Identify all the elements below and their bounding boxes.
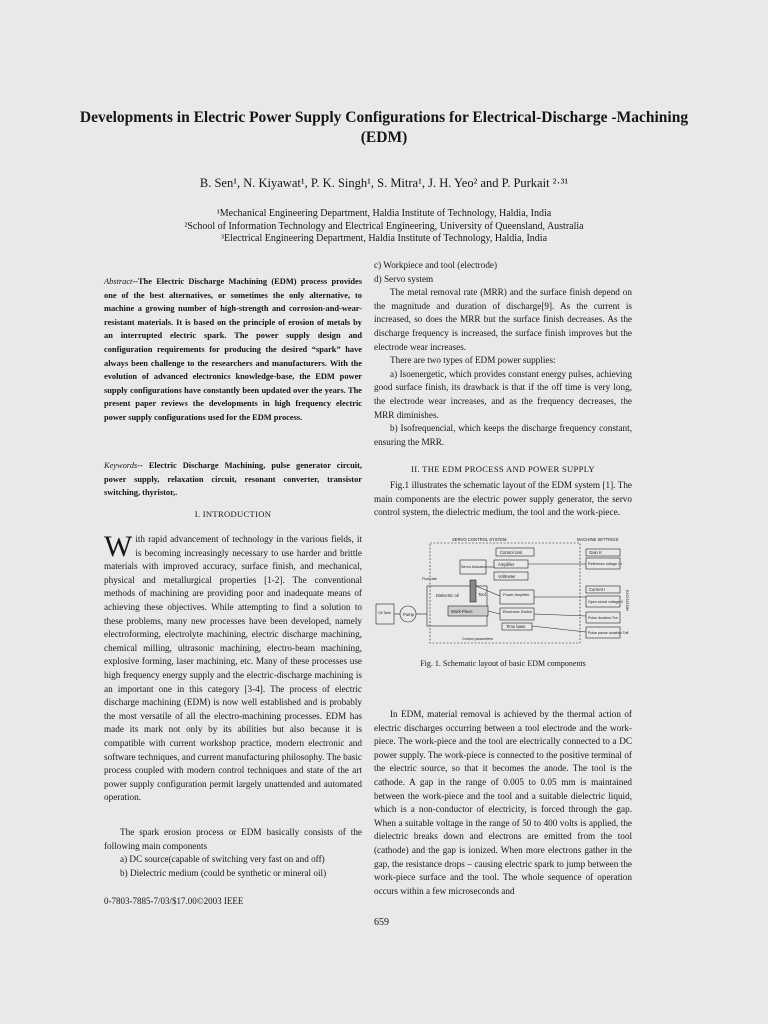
section-heading-edm-process: II. THE EDM PROCESS AND POWER SUPPLY xyxy=(411,464,595,474)
gain-label: Gain K xyxy=(589,550,602,555)
isofrequencial-paragraph: b) Isofrequencial, which keeps the discharge frequency constant, ensuring the MRR. xyxy=(374,423,632,447)
introduction-body xyxy=(104,530,362,805)
copyright-footer: 0-7803-7885-7/03/$17.00©2003 IEEE xyxy=(104,896,244,906)
flow-rate-label: Flow rate xyxy=(422,577,437,581)
tool-electrode xyxy=(470,580,476,602)
figure-intro-paragraph: Fig.1 illustrates the schematic layout of the EDM system [1]. The main components are the electric power supply generator, the servo control system, the dielectric medium, the tool and the work-piece. xyxy=(374,480,632,518)
abstract-label: Abstract xyxy=(104,277,133,286)
intro-paragraph-2: The spark erosion process or EDM basically consists of the following main components xyxy=(104,827,362,851)
list-item: d) Servo system xyxy=(374,273,434,284)
list-item: a) DC source(capable of switching very fast on and off) xyxy=(120,854,325,865)
reference-label: Reference voltage Ur xyxy=(588,562,622,566)
amplifier-label: Amplifier xyxy=(498,562,515,567)
electronic-switch-label: Electronic Switch xyxy=(503,610,532,614)
edm-process-description xyxy=(374,708,632,898)
keywords xyxy=(104,459,362,500)
power-amplifier-label: Power Amplifier xyxy=(503,593,530,597)
control-unit-label: Control Unit xyxy=(500,550,523,555)
affiliation-2: ²School of Information Technology and Electrical Engineering, University of Queensland, Australia xyxy=(184,220,584,232)
abstract xyxy=(104,275,362,425)
current-label: Current I xyxy=(589,587,606,592)
intro-paragraph-1: ith rapid advancement of technology in the various fields, it is becoming increasingly necessary to use harder and brittle materials with improved accuracy, surface finish, and mechanical, physical and metallurgical properties [1-2]. The conventional methods of machining are providing poor and inadequate means of achieving these objectives. While attempting to find a solution to these problems, many new processes have been developed, namely electroforming, electrolyte machining, electric discharge machining, chemical milling, ultrasonic machining, electro-beam machining, explosive forming, laser machining, etc. Many of these processes use high frequency energy supply and the electric-discharge machining is an important one in this category [3-4]. The process of electric discharge machining (EDM) is now well established and is probably the most versatile of all the electro-machining processes. EDM has made its mark not only by its abilities but also because it is compatible with current workshop practice, modern electronic and software techniques, and current manufacturing philosophy. The basic process coupled with modern control techniques and state of the art power supply configuration permit largely unattended and automated operation. xyxy=(104,534,362,803)
page-number: 659 xyxy=(374,917,389,928)
isoenergetic-paragraph: a) Isoenergetic, which provides constant energy pulses, achieving good surface finish, its drawback is that if the off time is very long, the electrode wear increases, and as the frequency decreases, the MRR diminishes. xyxy=(374,368,632,420)
keywords-label: Keywords xyxy=(104,461,138,470)
pulse-duration-label: Pulse duration Ton xyxy=(588,616,618,620)
power-supply-types-paragraph: There are two types of EDM power supplies: xyxy=(390,355,556,366)
connector-line xyxy=(488,611,500,614)
edm-paragraph: In EDM, material removal is achieved by the thermal action of electric discharges occurring between a tool electrode and the work-piece. The work-piece and the tool are electrically connected to a DC power supply. The work-piece is connected to the positive terminal of the electric source, so that it becomes the anode. The tool is the cathode. A gap in the range of 0.005 to 0.05 mm is maintained between the work-piece and the tool and a suitable dielectric liquid, which is a non-conductor of electricity, is forced through the gap. When a suitable voltage in the range of 50 to 400 volts is applied, the dielectric breaks down and electrons are emitted from the tool (cathode) and the gap is ionized. When more electrons gather in the gap, the resistance drops – causing electric spark to jump between the work-piece surface and the tool. The whole sequence of operation occurs within a few microseconds and xyxy=(374,709,632,896)
author-list: B. Sen¹, N. Kiyawat¹, P. K. Singh¹, S. Mitra¹, J. H. Yeo² and P. Purkait ²·³¹ xyxy=(199,176,569,190)
intro-components xyxy=(104,826,362,880)
dielectric-oil-label: Dielectric oil xyxy=(436,593,459,598)
figure-caption: Fig. 1. Schematic layout of basic EDM components xyxy=(420,659,586,668)
connector-line xyxy=(532,626,586,632)
list-item: c) Workpiece and tool (electrode) xyxy=(374,260,498,270)
connector-line xyxy=(534,614,586,616)
time-base-label: Time base xyxy=(506,624,526,629)
machine-settings-label: MACHINE SETTINGS xyxy=(577,537,619,542)
section-heading-introduction: I. INTRODUCTION xyxy=(194,509,272,519)
tool-label: Tool xyxy=(478,592,486,597)
affiliation-3: ³Electrical Engineering Department, Haldia Institute of Technology, Haldia, India xyxy=(220,233,548,244)
voltmeter-label: Voltmeter xyxy=(498,574,516,579)
affiliation-1: ¹Mechanical Engineering Department, Haldia Institute of Technology, Haldia, India xyxy=(216,208,552,219)
mrr-paragraph: The metal removal rate (MRR) and the surface finish depend on the magnitude and duration of discharge[9]. As the current is increased, so does the MRR but the surface finish decreases. As the discharge frequency is increased, the surface finish improves but the electrode wear increases. xyxy=(374,287,632,352)
servo-actuator-label: Servo Actuator xyxy=(461,565,486,569)
list-item: b) Dielectric medium (could be synthetic or mineral oil) xyxy=(120,867,327,878)
right-column-top xyxy=(374,259,632,449)
keywords-text: -- Electric Discharge Machining, pulse generator circuit, power supply, relaxation circuit, resonant converter, transistor switching, thyristor,. xyxy=(104,461,362,498)
paper-title: Developments in Electric Power Supply Configurations for Electrical-Discharge -Machining (EDM) xyxy=(79,109,689,146)
pulse-pause-label: Pulse pause duration Toff xyxy=(588,631,629,635)
pump-label: Pump xyxy=(403,612,414,617)
oil-tank-label: Oil Tank xyxy=(378,611,391,615)
control-parameters-label: Control parameters xyxy=(462,637,493,641)
figure-intro xyxy=(374,479,632,520)
edm-schematic-figure xyxy=(372,536,634,648)
open-circuit-label: Open circuit voltage V xyxy=(588,600,624,604)
abstract-text: --The Electric Discharge Machining (EDM) process provides one of the best alternatives, or sometimes the only alternative, to machine a growing number of high-strength and corrosion-and-wear-resistant materials. It is based on the principle of erosion of metals by an interrupted electric spark. The power supply design and configuration requirements for producing the desired “spark” have always been challenge to the researchers and manufacturers. With the evolution of advanced electronics knowledge-base, the EDM power supply configurations have constantly been updated over the years. The present paper reviews the developments in high frequency electric power supply configurations used for the EDM process. xyxy=(104,277,362,422)
work-piece-label: Work-Piece xyxy=(451,609,473,614)
excitation-label: EXCITATION xyxy=(625,590,629,612)
drop-cap: W xyxy=(104,530,133,563)
servo-control-label: SERVO CONTROL SYSTEM xyxy=(452,537,507,542)
